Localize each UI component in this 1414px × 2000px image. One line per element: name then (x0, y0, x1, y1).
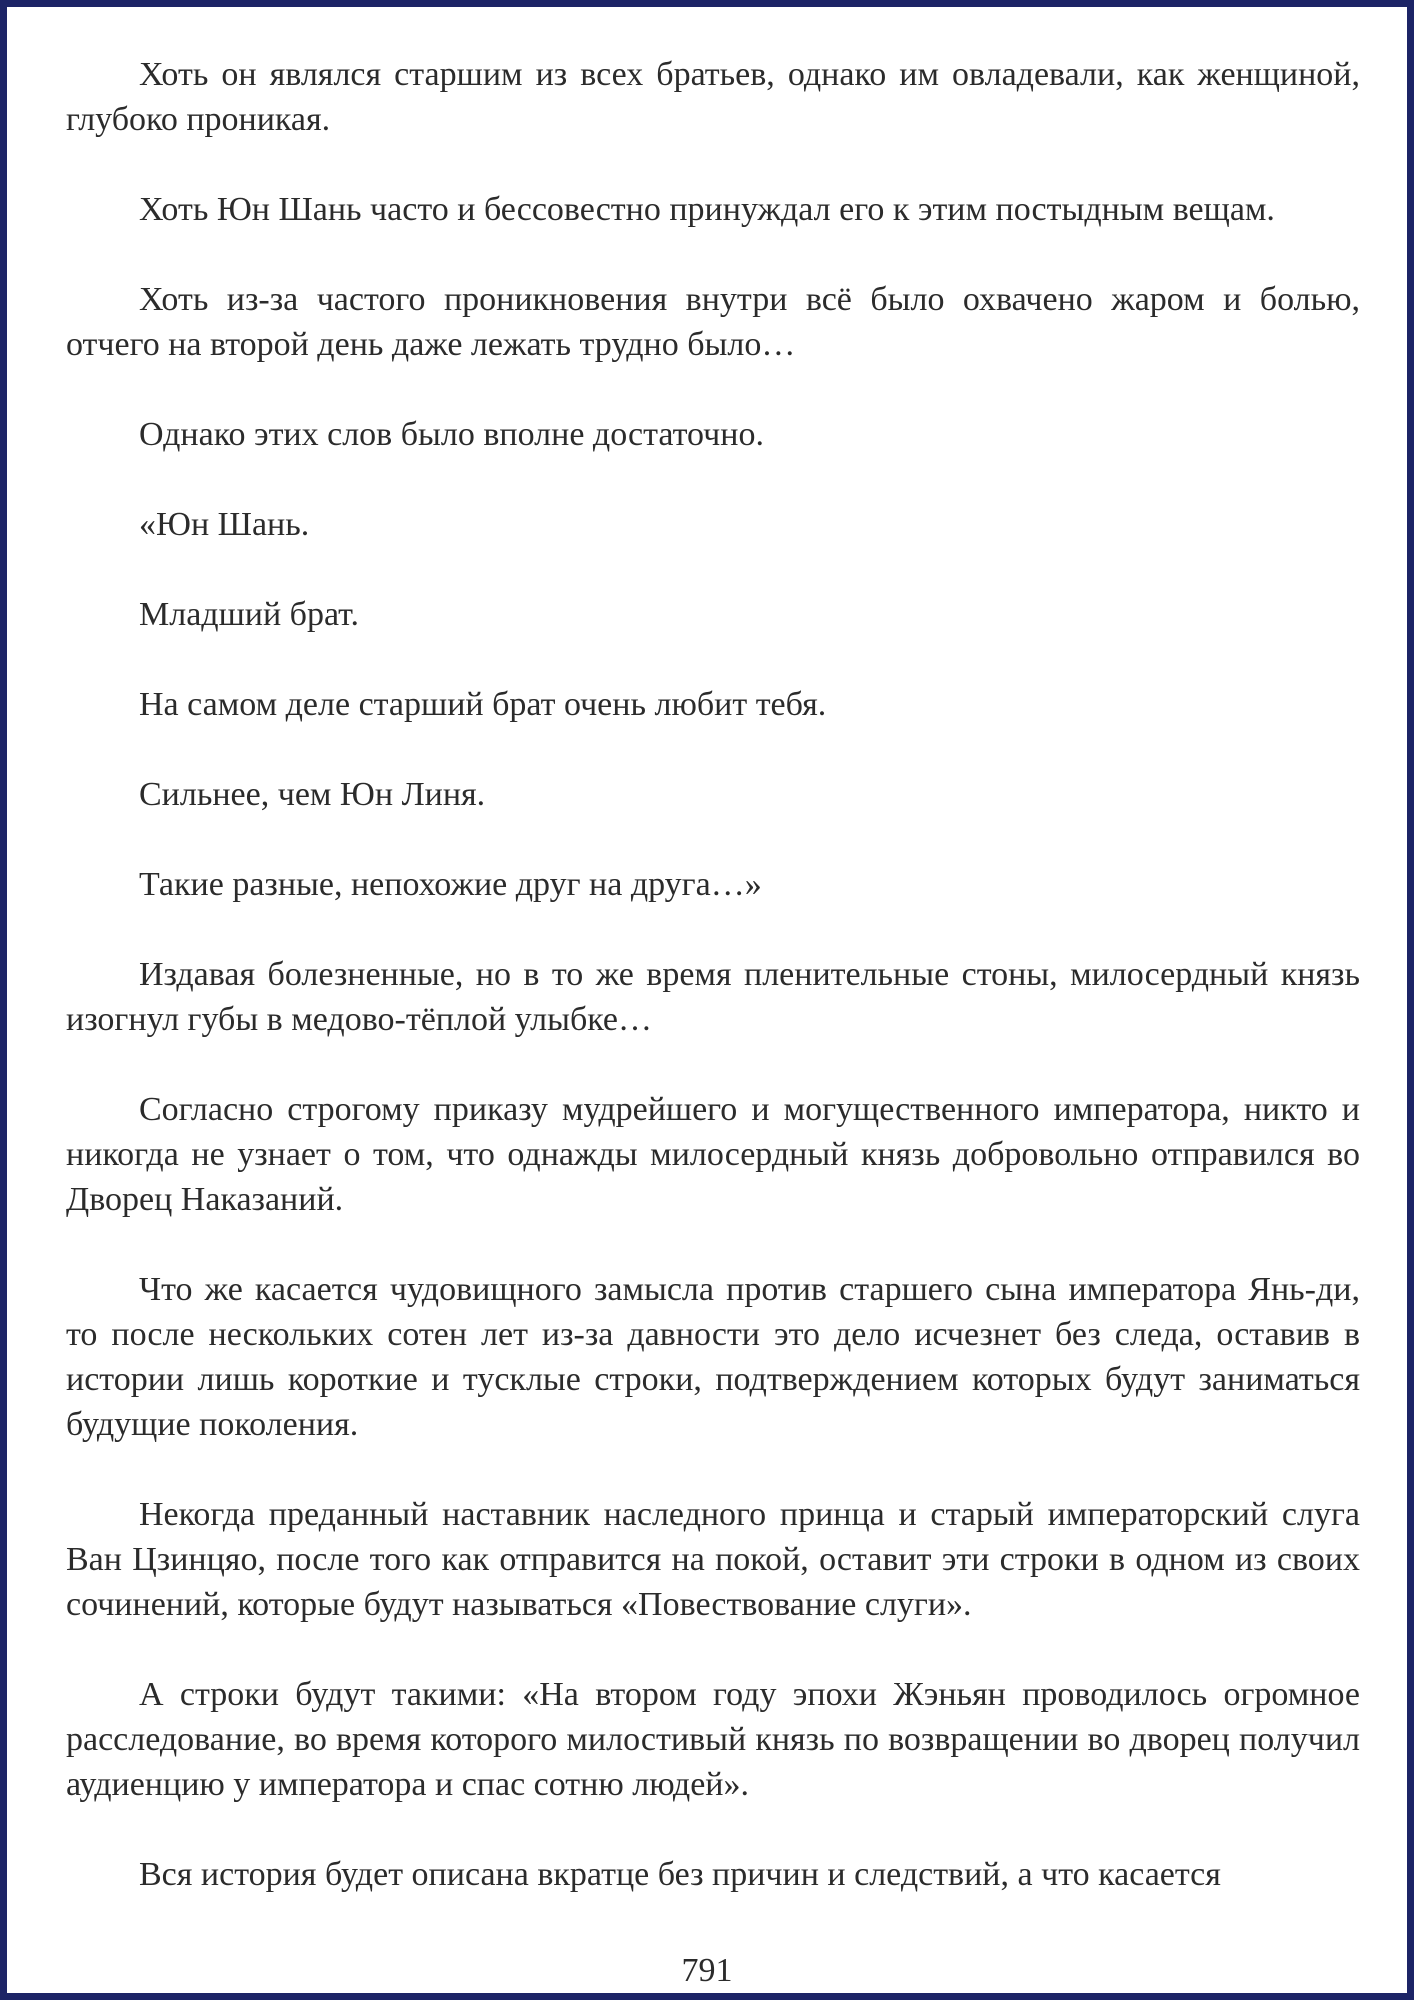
paragraph: Младший брат. (139, 596, 359, 633)
paragraph: Некогда преданный наставник наследного принца и старый императорский слуга Ван Цзинцяо, после того как отправится на покой, оставит эти строки в одном из своих сочинений, которые будут называться «Повествование слуги». (66, 1496, 1360, 1623)
page-content (66, 52, 1360, 1897)
paragraph: Такие разные, непохожие друг на друга…» (139, 866, 762, 903)
paragraph: А строки будут такими: «На втором году эпохи Жэньян проводилось огромное расследование, во время которого милостивый князь по возвращении во дворец получил аудиенцию у императора и спас сотню людей». (66, 1676, 1360, 1803)
paragraph: Однако этих слов было вполне достаточно. (139, 416, 764, 453)
paragraph: «Юн Шань. (139, 506, 310, 543)
paragraph: Хоть из-за частого проникновения внутри всё было охвачено жаром и болью, отчего на второй день даже лежать трудно было… (66, 281, 1360, 363)
paragraph: Что же касается чудовищного замысла против старшего сына императора Янь-ди, то после нескольких сотен лет из-за давности это дело исчезнет без следа, оставив в истории лишь короткие и тусклые строки, подтверждением которых будут заниматься будущие поколения. (66, 1271, 1360, 1443)
paragraph: Хоть он являлся старшим из всех братьев, однако им овладевали, как женщиной, глубоко проникая. (66, 56, 1360, 138)
paragraph: На самом деле старший брат очень любит тебя. (139, 686, 827, 723)
paragraph: Хоть Юн Шань часто и бессовестно принуждал его к этим постыдным вещам. (139, 191, 1275, 228)
page-number: 791 (681, 1952, 733, 1989)
paragraph: Издавая болезненные, но в то же время пленительные стоны, милосердный князь изогнул губы в медово-тёплой улыбке… (66, 956, 1360, 1038)
paragraph: Вся история будет описана вкратце без причин и следствий, а что касается (139, 1856, 1221, 1893)
paragraph: Согласно строгому приказу мудрейшего и могущественного императора, никто и никогда не узнает о том, что однажды милосердный князь добровольно отправился во Дворец Наказаний. (66, 1091, 1360, 1218)
paragraph: Сильнее, чем Юн Линя. (139, 776, 486, 813)
